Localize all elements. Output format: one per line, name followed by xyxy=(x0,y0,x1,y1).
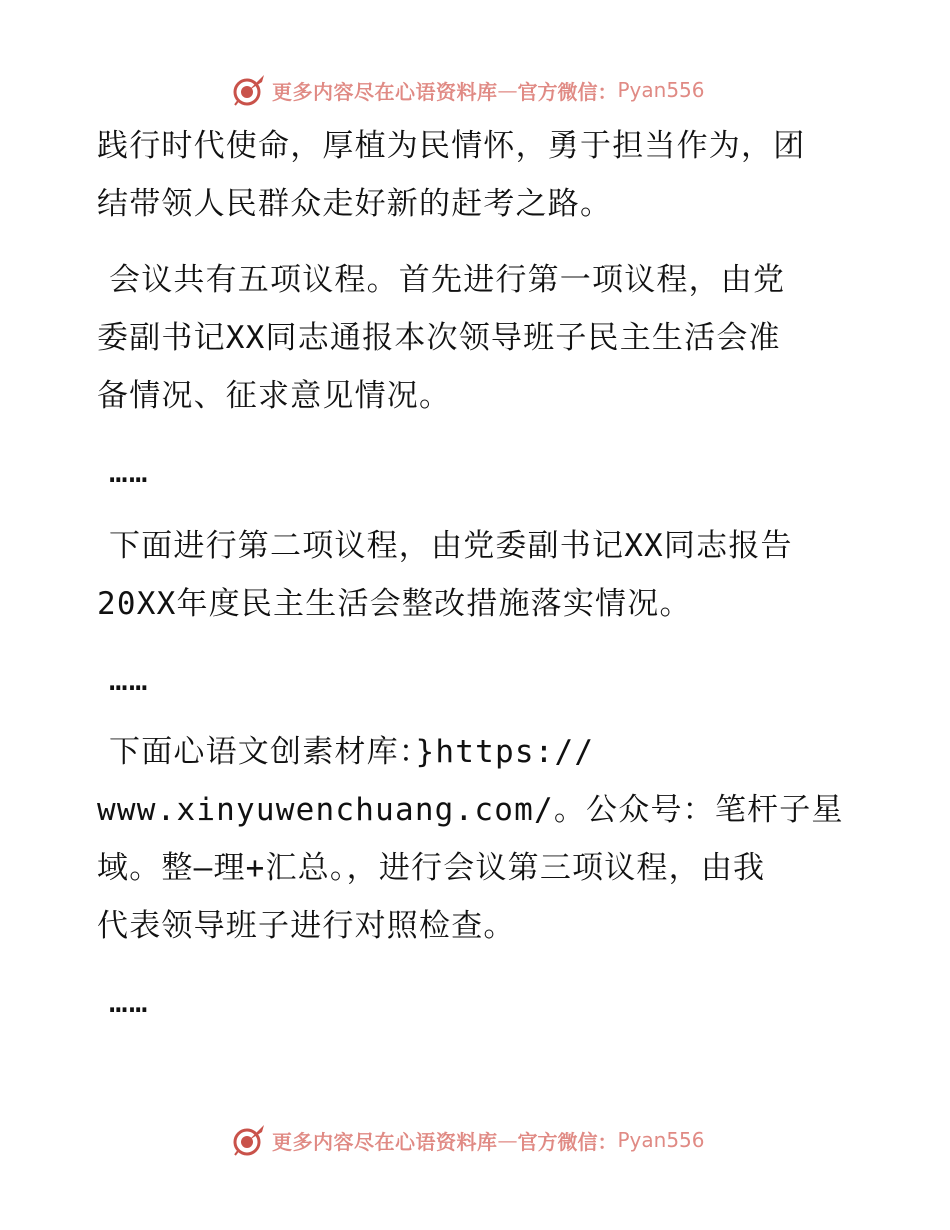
watermark-text: 更多内容尽在心语资料库 xyxy=(272,79,498,104)
watermark-wechat-id: Pyan556 xyxy=(617,78,705,102)
header-watermark xyxy=(232,70,705,110)
paragraph-line: 20XX年度民主生活会整改措施落实情况。 xyxy=(97,586,692,622)
paragraph-line: 会议共有五项议程。首先进行第一项议程，由党 xyxy=(109,262,786,298)
paragraph-line: 代表领导班子进行对照检查。 xyxy=(97,908,516,944)
watermark-separator: — xyxy=(497,1128,518,1152)
paragraph-line: 下面进行第二项议程，由党委副书记XX同志报告 xyxy=(109,528,793,564)
watermark-wechat-id: Pyan556 xyxy=(617,1128,705,1152)
paragraph-line: www.xinyuwenchuang.com/。公众号：笔杆子星 xyxy=(97,792,844,828)
watermark-wechat-label: 官方微信： xyxy=(517,79,618,104)
ellipsis-line: …… xyxy=(109,662,149,698)
watermark-text: 更多内容尽在心语资料库 xyxy=(272,1129,498,1154)
ellipsis-line: …… xyxy=(109,984,149,1020)
paragraph-line: 委副书记XX同志通报本次领导班子民主生活会准 xyxy=(97,320,781,356)
quill-logo-icon xyxy=(232,1123,266,1157)
watermark-wechat-label: 官方微信： xyxy=(517,1129,618,1154)
watermark-separator: — xyxy=(497,78,518,102)
paragraph-line: 结带领人民群众走好新的赶考之路。 xyxy=(97,186,613,222)
ellipsis-line: …… xyxy=(109,454,149,490)
footer-watermark xyxy=(232,1120,705,1160)
paragraph-line: 下面心语文创素材库：}https:// xyxy=(109,734,595,770)
paragraph-line: 践行时代使命，厚植为民情怀，勇于担当作为，团 xyxy=(97,128,806,164)
paragraph-line: 备情况、征求意见情况。 xyxy=(97,378,452,414)
quill-logo-icon xyxy=(232,73,266,107)
paragraph-line: 域。整—理+汇总。，进行会议第三项议程，由我 xyxy=(97,850,766,886)
